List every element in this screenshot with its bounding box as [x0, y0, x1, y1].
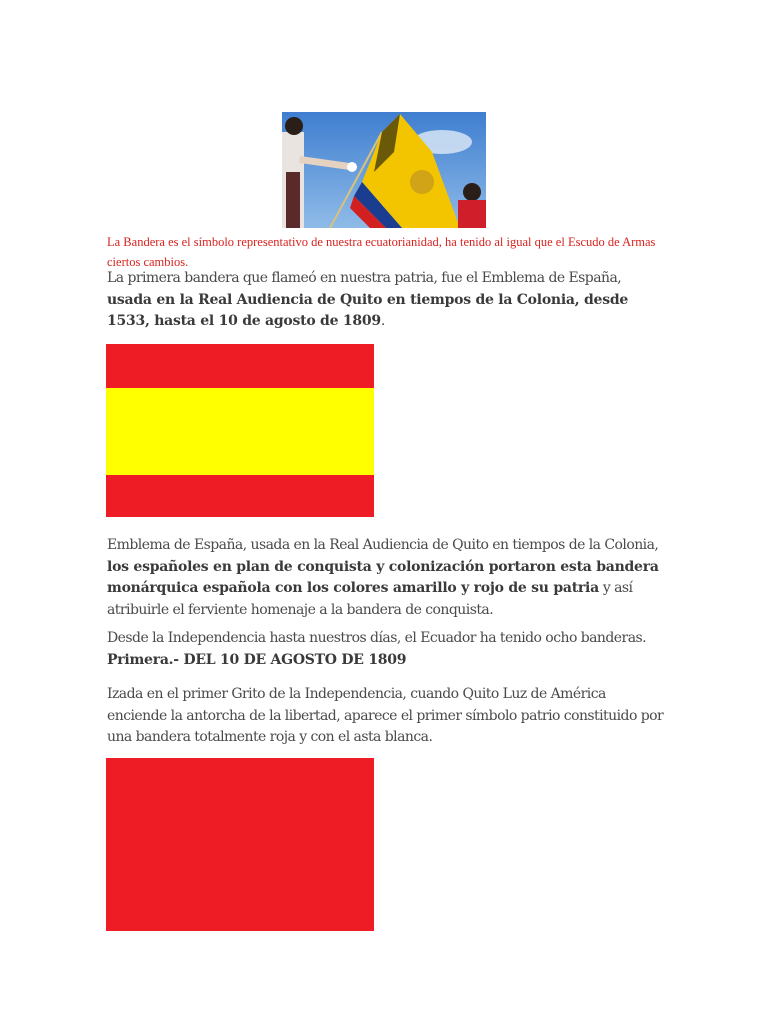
eight-flags-paragraph: Desde la Independencia hasta nuestros días, el Ecuador ha tenido ocho banderas.	[107, 630, 647, 646]
intro-text: La primera bandera que flameó en nuestra patria, fue el Emblema de España,	[107, 270, 622, 286]
spain-emblem-bold-text: los españoles en plan de conquista y colonización portaron esta bandera monárquica española con los colores amarillo y rojo de su patria	[107, 558, 659, 596]
intro-end: .	[380, 313, 385, 329]
first-flag-paragraph: Izada en el primer Grito de la Independencia, cuando Quito Luz de América enciende la antorcha de la libertad, aparece el primer símbolo patrio constituido por una bandera totalmente roja y con el asta blanca.	[107, 686, 664, 745]
spain-flag-yellow-band	[106, 388, 374, 475]
spain-emblem-paragraph	[107, 535, 667, 621]
spain-emblem-end: y así atribuirle el ferviente homenaje a la bandera de conquista.	[107, 580, 633, 618]
intro-bold-text: usada en la Real Audiencia de Quito en tiempos de la Colonia, desde 1533, hasta el 10 de agosto de 1809	[107, 291, 629, 329]
intro-paragraph	[107, 268, 667, 333]
spain-flag-red-bottom-band	[106, 475, 374, 517]
photo-caption: La Bandera es el símbolo representativo de nuestra ecuatorianidad, ha tenido al igual que el Escudo de Armas ciertos cambios.	[107, 235, 656, 269]
spain-flag-red-top-band	[106, 344, 374, 388]
spain-flag	[106, 344, 374, 517]
flag-raising-photo	[282, 112, 486, 228]
spain-emblem-text: Emblema de España, usada en la Real Audiencia de Quito en tiempos de la Colonia,	[107, 537, 659, 553]
red-flag	[106, 758, 374, 931]
first-flag-heading: Primera.- DEL 10 DE AGOSTO DE 1809	[107, 652, 407, 668]
